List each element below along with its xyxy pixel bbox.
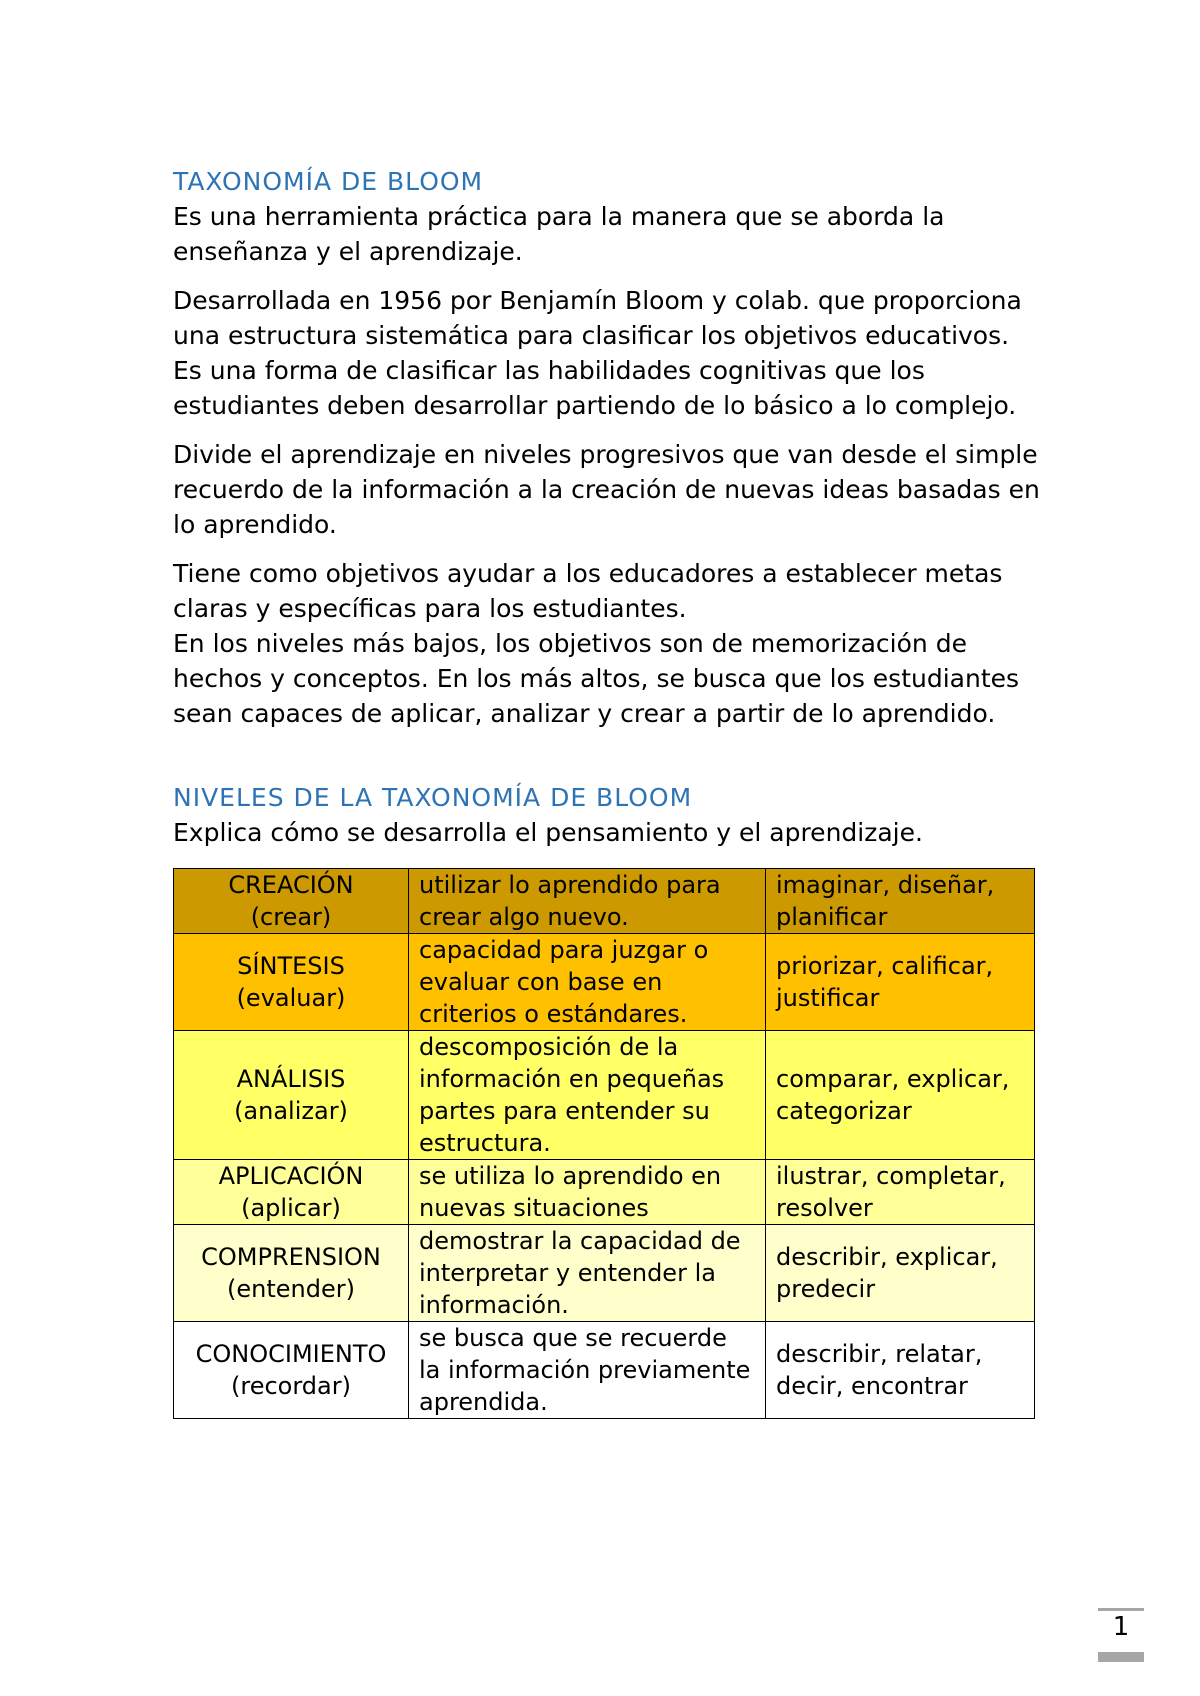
- page-number-rule-bottom: [1098, 1652, 1144, 1662]
- level-examples: comparar, explicar, categorizar: [766, 1031, 1035, 1160]
- level-verb: (entender): [227, 1275, 355, 1303]
- level-cell: [174, 934, 409, 1031]
- level-verb: (crear): [250, 903, 332, 931]
- level-name: SÍNTESIS: [237, 952, 345, 980]
- paragraph-levels: Divide el aprendizaje en niveles progresivos que van desde el simple recuerdo de la información a la creación de nuevas ideas basadas en lo aprendido.: [173, 440, 1040, 539]
- level-name: APLICACIÓN: [218, 1162, 364, 1190]
- table-row: [174, 1160, 1035, 1225]
- paragraph-objectives: Tiene como objetivos ayudar a los educadores a establecer metas claras y específicas para los estudiantes.: [173, 559, 1003, 623]
- level-description: capacidad para juzgar o evaluar con base en criterios o estándares.: [409, 934, 766, 1031]
- table-row: [174, 934, 1035, 1031]
- bloom-levels-table: [173, 868, 1035, 1419]
- paragraph-low-high-levels: En los niveles más bajos, los objetivos son de memorización de hechos y conceptos. En los más altos, se busca que los estudiantes sean capaces de aplicar, analizar y crear a partir de lo aprendido.: [173, 629, 1020, 728]
- level-examples: priorizar, calificar, justificar: [766, 934, 1035, 1031]
- level-verb: (recordar): [231, 1372, 351, 1400]
- level-description: utilizar lo aprendido para crear algo nuevo.: [409, 869, 766, 934]
- section-heading-levels: NIVELES DE LA TAXONOMÍA DE BLOOM: [173, 783, 693, 812]
- level-name: COMPRENSION: [201, 1243, 381, 1271]
- level-verb: (evaluar): [236, 984, 346, 1012]
- level-examples: describir, relatar, decir, encontrar: [766, 1322, 1035, 1419]
- document-body: [173, 165, 1043, 1419]
- level-description: demostrar la capacidad de interpretar y entender la información.: [409, 1225, 766, 1322]
- table-row: [174, 869, 1035, 934]
- paragraph-levels-intro: Explica cómo se desarrolla el pensamiento y el aprendizaje.: [173, 818, 923, 847]
- table-row: [174, 1031, 1035, 1160]
- level-cell: [174, 1225, 409, 1322]
- level-name: CREACIÓN: [228, 871, 354, 899]
- page-number: 1: [1112, 1612, 1130, 1642]
- table-row: [174, 1322, 1035, 1419]
- level-description: descomposición de la información en pequeñas partes para entender su estructura.: [409, 1031, 766, 1160]
- level-examples: ilustrar, completar, resolver: [766, 1160, 1035, 1225]
- level-cell: [174, 869, 409, 934]
- level-name: CONOCIMIENTO: [195, 1340, 387, 1368]
- level-examples: describir, explicar, predecir: [766, 1225, 1035, 1322]
- level-cell: [174, 1322, 409, 1419]
- level-name: ANÁLISIS: [236, 1065, 346, 1093]
- level-cell: [174, 1031, 409, 1160]
- level-verb: (analizar): [234, 1097, 348, 1125]
- level-description: se busca que se recuerde la información previamente aprendida.: [409, 1322, 766, 1419]
- paragraph-definition: Es una herramienta práctica para la manera que se aborda la enseñanza y el aprendizaje.: [173, 202, 945, 266]
- section-heading-bloom: TAXONOMÍA DE BLOOM: [173, 167, 484, 196]
- level-verb: (aplicar): [241, 1194, 341, 1222]
- paragraph-origin: Desarrollada en 1956 por Benjamín Bloom y colab. que proporciona una estructura sistemática para clasificar los objetivos educativos. Es una forma de clasificar las habilidades cognitivas que los estudiantes deben desarrollar partiendo de lo básico a lo complejo.: [173, 286, 1022, 420]
- level-examples: imaginar, diseñar, planificar: [766, 869, 1035, 934]
- section-spacer: [173, 731, 1043, 781]
- page-number-rule-top: [1098, 1608, 1144, 1611]
- level-description: se utiliza lo aprendido en nuevas situaciones: [409, 1160, 766, 1225]
- level-cell: [174, 1160, 409, 1225]
- table-row: [174, 1225, 1035, 1322]
